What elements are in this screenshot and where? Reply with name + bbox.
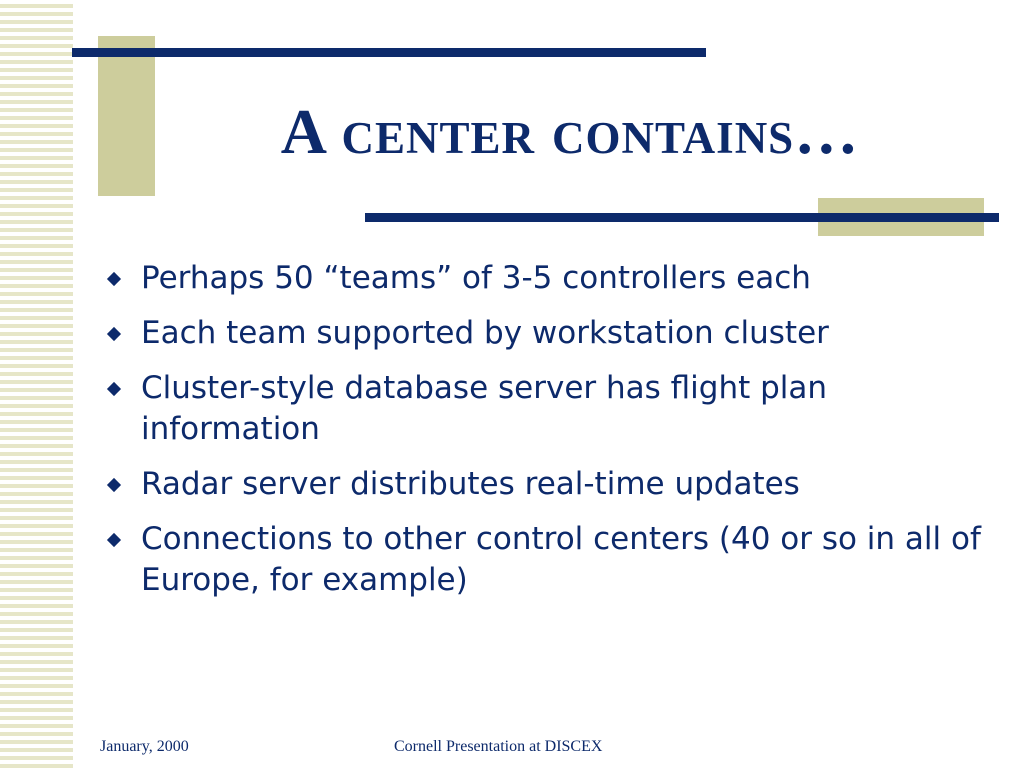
diamond-bullet-icon xyxy=(107,382,121,396)
decorative-vertical-block xyxy=(98,36,155,196)
bullet-item xyxy=(105,258,985,299)
striped-side-band xyxy=(0,0,73,768)
bullet-item xyxy=(105,368,985,450)
diamond-bullet-icon xyxy=(107,478,121,492)
bullet-list xyxy=(105,258,985,615)
diamond-bullet-icon xyxy=(107,272,121,286)
bullet-text: Cluster-style database server has flight plan information xyxy=(141,370,828,447)
bullet-text: Connections to other control centers (40 or so in all of Europe, for example) xyxy=(141,521,981,598)
bullet-item xyxy=(105,519,985,601)
bullet-text: Perhaps 50 “teams” of 3-5 controllers each xyxy=(141,260,811,296)
bullet-text: Each team supported by workstation cluster xyxy=(141,315,829,351)
decorative-bottom-rule xyxy=(365,213,999,222)
bullet-item xyxy=(105,464,985,505)
footer-date: January, 2000 xyxy=(100,738,189,755)
diamond-bullet-icon xyxy=(107,533,121,547)
slide-title: A center contains… xyxy=(280,96,860,167)
bullet-item xyxy=(105,313,985,354)
diamond-bullet-icon xyxy=(107,327,121,341)
footer-presentation-title: Cornell Presentation at DISCEX xyxy=(394,738,603,755)
bullet-text: Radar server distributes real-time updates xyxy=(141,466,800,502)
decorative-top-rule xyxy=(72,48,706,57)
